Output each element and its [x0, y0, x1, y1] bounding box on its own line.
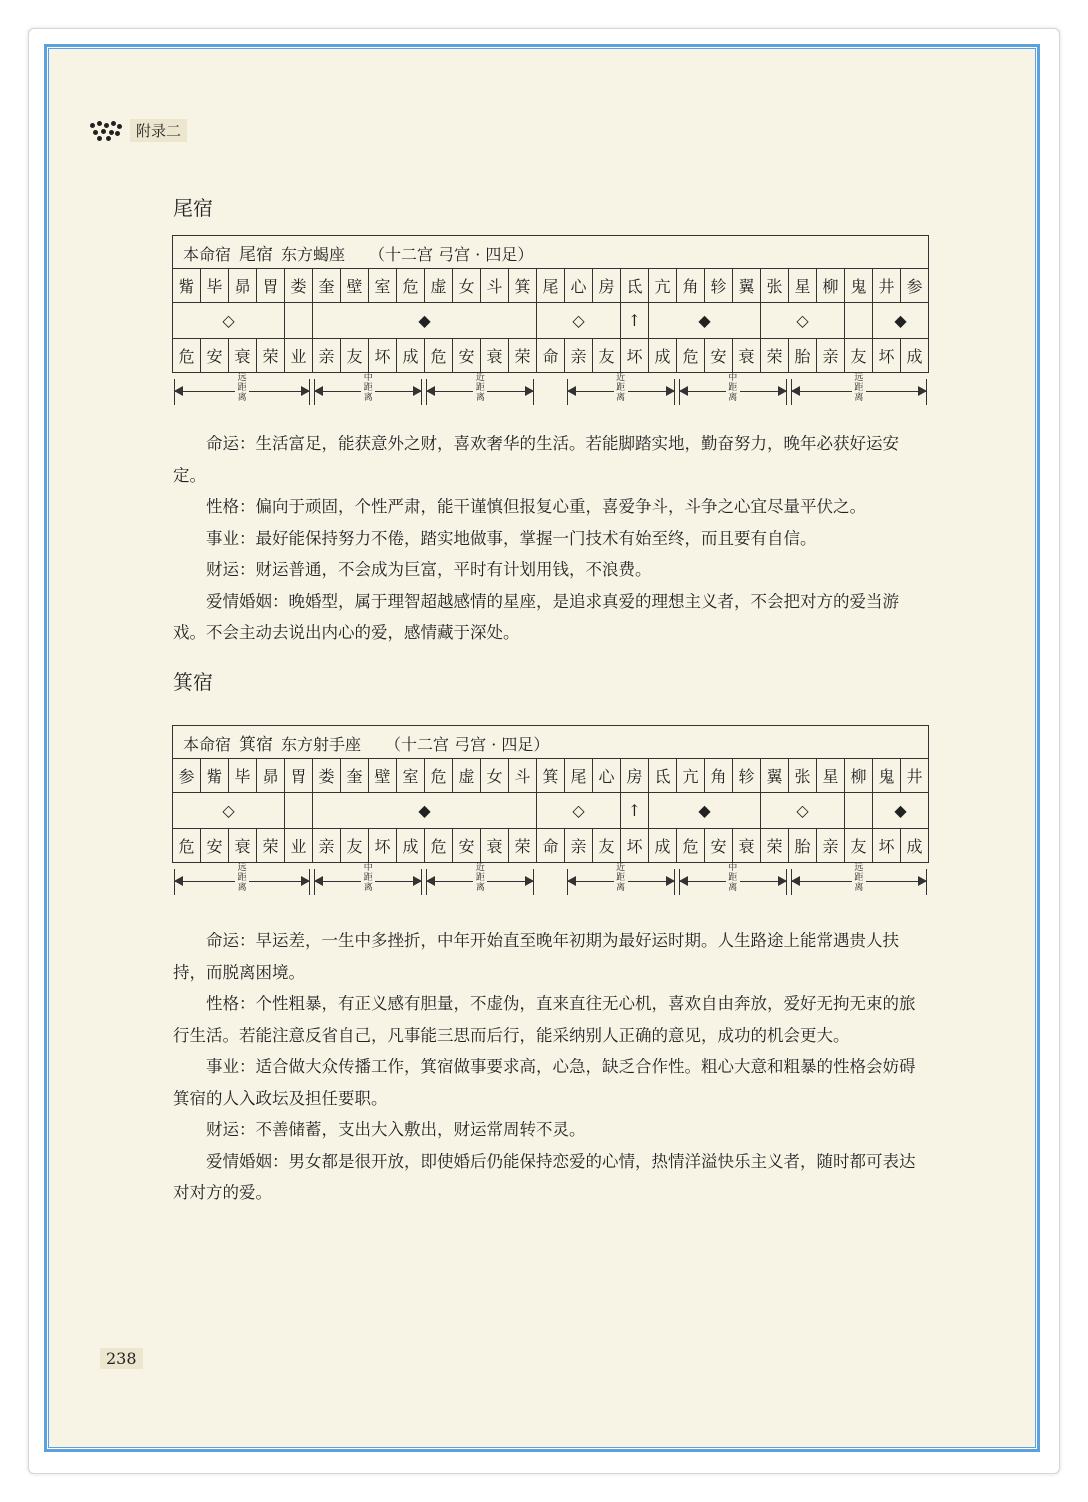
relation-cell: 衰	[733, 829, 761, 863]
running-header	[88, 117, 187, 143]
relation-cell: 危	[425, 339, 453, 373]
compatibility-symbol: ◇	[173, 793, 285, 829]
relation-cell: 危	[677, 829, 705, 863]
compatibility-symbol: ◇	[537, 793, 621, 829]
mansion-cell: 井	[901, 759, 929, 793]
compatibility-symbol: ◆	[313, 303, 537, 339]
dots-ornament-icon	[88, 119, 122, 141]
caption-constellation: 东方射手座	[281, 734, 362, 754]
relation-cell: 业	[285, 339, 313, 373]
mansion-table	[172, 725, 929, 901]
distance-label: 中距离	[361, 863, 375, 893]
section-title: 箕宿	[173, 670, 213, 694]
mansion-cell: 胃	[257, 269, 285, 303]
mansion-cell: 房	[621, 759, 649, 793]
mansion-cell: 尾	[565, 759, 593, 793]
relation-cell: 荣	[509, 339, 537, 373]
relation-cell: 坏	[873, 829, 901, 863]
compatibility-symbol: ◇	[537, 303, 621, 339]
relation-cell: 衰	[229, 339, 257, 373]
body-paragraph: 性格：偏向于顽固，个性严肃，能干谨慎但报复心重，喜爱争斗，斗争之心宜尽量平伏之。	[206, 497, 866, 516]
compatibility-symbol: ◆	[649, 303, 761, 339]
relation-cell: 荣	[761, 339, 789, 373]
mansion-cell: 轸	[733, 759, 761, 793]
mansion-cell: 柳	[845, 759, 873, 793]
distance-label: 远距离	[852, 373, 866, 403]
distance-arrow	[567, 373, 675, 411]
distance-label: 近距离	[614, 863, 628, 893]
body-paragraph: 爱情婚姻：晚婚型，属于理智超越感情的星座，是追求真爱的理想主义者，不会把对方的爱当游戏。不会主动去说出内心的爱，感情藏于深处。	[173, 591, 899, 642]
distance-arrow	[314, 863, 422, 901]
mansion-cell: 井	[873, 269, 901, 303]
relation-cell: 友	[341, 829, 369, 863]
section-title: 尾宿	[173, 196, 213, 220]
section-body	[173, 925, 929, 1209]
distance-row	[172, 863, 929, 901]
caption-gong: （十二宫 弓宫 · 四足）	[385, 734, 550, 754]
body-paragraph: 财运：财运普通，不会成为巨富，平时有计划用钱，不浪费。	[206, 560, 652, 579]
mansion-cell: 斗	[509, 759, 537, 793]
relation-cell: 亲	[313, 829, 341, 863]
mansion-cell: 觜	[201, 759, 229, 793]
distance-label: 远距离	[235, 863, 249, 893]
blank-cell	[285, 793, 313, 829]
mansion-cell: 心	[593, 759, 621, 793]
mansion-cell: 鬼	[873, 759, 901, 793]
relation-cell: 友	[845, 829, 873, 863]
distance-label: 近距离	[473, 373, 487, 403]
relation-cell: 坏	[369, 829, 397, 863]
table-caption	[173, 236, 929, 269]
mansion-cell: 毕	[229, 759, 257, 793]
body-paragraph: 命运：早运差，一生中多挫折，中年开始直至晚年初期为最好运时期。人生路途上能常遇贵人扶持，而脱离困境。	[173, 931, 899, 982]
relation-cell: 业	[285, 829, 313, 863]
mansion-cell: 危	[425, 759, 453, 793]
relation-cell: 胎	[789, 339, 817, 373]
page-number: 238	[100, 1348, 143, 1369]
mansion-grid	[172, 235, 929, 373]
relation-cell: 安	[705, 829, 733, 863]
relation-cell: 衰	[733, 339, 761, 373]
mansion-cell: 娄	[313, 759, 341, 793]
caption-gong: （十二宫 弓宫 · 四足）	[369, 244, 534, 264]
relation-cell: 友	[593, 829, 621, 863]
distance-arrow	[174, 863, 310, 901]
caption-constellation: 东方蝎座	[281, 244, 346, 264]
distance-label: 近距离	[614, 373, 628, 403]
appendix-label: 附录二	[130, 119, 187, 142]
mansion-cell: 壁	[341, 269, 369, 303]
mansion-cell: 昴	[257, 759, 285, 793]
distance-arrow	[426, 373, 534, 411]
mansion-cell: 亢	[677, 759, 705, 793]
mansion-cell: 尾	[537, 269, 565, 303]
mansion-cell: 氐	[649, 759, 677, 793]
mansion-cell: 心	[565, 269, 593, 303]
mansion-cell: 鬼	[845, 269, 873, 303]
relation-cell: 荣	[257, 829, 285, 863]
body-paragraph: 命运：生活富足，能获意外之财，喜欢奢华的生活。若能脚踏实地，勤奋努力，晚年必获好运安定。	[173, 434, 899, 485]
relation-cell: 安	[201, 829, 229, 863]
mansion-cell: 亢	[649, 269, 677, 303]
mansion-cell: 参	[901, 269, 929, 303]
mansion-cell: 虚	[453, 759, 481, 793]
section-body	[173, 428, 929, 649]
relation-cell: 亲	[313, 339, 341, 373]
mansion-cell: 壁	[369, 759, 397, 793]
distance-arrow	[791, 373, 927, 411]
relation-cell: 友	[845, 339, 873, 373]
distance-label: 中距离	[726, 863, 740, 893]
relation-cell: 安	[453, 339, 481, 373]
mansion-cell: 室	[397, 759, 425, 793]
compatibility-symbol: ↑	[621, 303, 649, 339]
mansion-cell: 翼	[761, 759, 789, 793]
relation-cell: 危	[425, 829, 453, 863]
distance-row	[172, 373, 929, 411]
distance-arrow	[679, 863, 787, 901]
relation-cell: 命	[537, 339, 565, 373]
mansion-cell: 星	[789, 269, 817, 303]
relation-cell: 成	[901, 829, 929, 863]
relation-cell: 荣	[509, 829, 537, 863]
relation-cell: 坏	[621, 829, 649, 863]
relation-cell: 坏	[621, 339, 649, 373]
relation-cell: 危	[677, 339, 705, 373]
mansion-cell: 氐	[621, 269, 649, 303]
relation-cell: 荣	[761, 829, 789, 863]
relation-cell: 成	[901, 339, 929, 373]
relation-cell: 坏	[873, 339, 901, 373]
mansion-cell: 张	[761, 269, 789, 303]
mansion-cell: 室	[369, 269, 397, 303]
mansion-cell: 觜	[173, 269, 201, 303]
caption-prefix: 本命宿	[183, 244, 232, 264]
mansion-cell: 柳	[817, 269, 845, 303]
relation-cell: 亲	[817, 829, 845, 863]
body-paragraph: 事业：最好能保持努力不倦，踏实地做事，掌握一门技术有始至终，而且要有自信。	[206, 528, 817, 548]
distance-arrow	[174, 373, 310, 411]
relation-cell: 安	[705, 339, 733, 373]
relation-cell: 友	[593, 339, 621, 373]
relation-cell: 危	[173, 829, 201, 863]
relation-cell: 衰	[481, 339, 509, 373]
mansion-cell: 奎	[313, 269, 341, 303]
mansion-cell: 参	[173, 759, 201, 793]
relation-cell: 友	[341, 339, 369, 373]
mansion-cell: 毕	[201, 269, 229, 303]
relation-cell: 亲	[817, 339, 845, 373]
distance-arrow	[426, 863, 534, 901]
distance-label: 中距离	[726, 373, 740, 403]
relation-cell: 亲	[565, 339, 593, 373]
mansion-cell: 奎	[341, 759, 369, 793]
body-paragraph: 财运：不善储蓄，支出大入敷出，财运常周转不灵。	[206, 1120, 586, 1139]
compatibility-symbol: ◇	[173, 303, 285, 339]
caption-prefix: 本命宿	[183, 734, 232, 754]
relation-cell: 衰	[229, 829, 257, 863]
compatibility-symbol: ◆	[873, 793, 929, 829]
mansion-cell: 房	[593, 269, 621, 303]
mansion-cell: 娄	[285, 269, 313, 303]
relation-cell: 危	[173, 339, 201, 373]
caption-mansion: 箕宿	[239, 734, 274, 755]
mansion-cell: 翼	[733, 269, 761, 303]
blank-cell	[285, 303, 313, 339]
relation-cell: 安	[453, 829, 481, 863]
mansion-cell: 昴	[229, 269, 257, 303]
relation-cell: 命	[537, 829, 565, 863]
compatibility-symbol: ↑	[621, 793, 649, 829]
blank-cell	[845, 303, 873, 339]
mansion-cell: 女	[453, 269, 481, 303]
mansion-cell: 角	[677, 269, 705, 303]
relation-cell: 成	[397, 339, 425, 373]
relation-cell: 安	[201, 339, 229, 373]
mansion-cell: 斗	[481, 269, 509, 303]
distance-label: 远距离	[852, 863, 866, 893]
table-caption	[173, 726, 929, 759]
distance-arrow	[314, 373, 422, 411]
mansion-cell: 星	[817, 759, 845, 793]
relation-cell: 胎	[789, 829, 817, 863]
relation-cell: 成	[649, 829, 677, 863]
mansion-table	[172, 235, 929, 411]
mansion-cell: 虚	[425, 269, 453, 303]
mansion-cell: 角	[705, 759, 733, 793]
distance-label: 近距离	[473, 863, 487, 893]
mansion-cell: 张	[789, 759, 817, 793]
blank-cell	[845, 793, 873, 829]
compatibility-symbol: ◆	[649, 793, 761, 829]
distance-arrow	[567, 863, 675, 901]
mansion-cell: 轸	[705, 269, 733, 303]
mansion-cell: 箕	[509, 269, 537, 303]
compatibility-symbol: ◆	[873, 303, 929, 339]
mansion-cell: 女	[481, 759, 509, 793]
distance-arrow	[791, 863, 927, 901]
caption-mansion: 尾宿	[239, 244, 274, 265]
relation-cell: 荣	[257, 339, 285, 373]
mansion-cell: 胃	[285, 759, 313, 793]
mansion-cell: 危	[397, 269, 425, 303]
distance-arrow	[679, 373, 787, 411]
body-paragraph: 性格：个性粗暴，有正义感有胆量，不虚伪，直来直往无心机，喜欢自由奔放，爱好无拘无束的旅行生活。若能注意反省自己，凡事能三思而后行，能采纳别人正确的意见，成功的机会更大。	[173, 994, 916, 1045]
body-paragraph: 爱情婚姻：男女都是很开放，即使婚后仍能保持恋爱的心情，热情洋溢快乐主义者，随时都可表达对对方的爱。	[173, 1151, 916, 1202]
distance-label: 中距离	[361, 373, 375, 403]
mansion-grid	[172, 725, 929, 863]
compatibility-symbol: ◇	[761, 303, 845, 339]
mansion-cell: 箕	[537, 759, 565, 793]
compatibility-symbol: ◇	[761, 793, 845, 829]
relation-cell: 坏	[369, 339, 397, 373]
body-paragraph: 事业：适合做大众传播工作，箕宿做事要求高，心急，缺乏合作性。粗心大意和粗暴的性格会妨碍箕宿的人入政坛及担任要职。	[173, 1057, 916, 1108]
relation-cell: 成	[397, 829, 425, 863]
relation-cell: 成	[649, 339, 677, 373]
compatibility-symbol: ◆	[313, 793, 537, 829]
relation-cell: 亲	[565, 829, 593, 863]
relation-cell: 衰	[481, 829, 509, 863]
distance-label: 远距离	[235, 373, 249, 403]
